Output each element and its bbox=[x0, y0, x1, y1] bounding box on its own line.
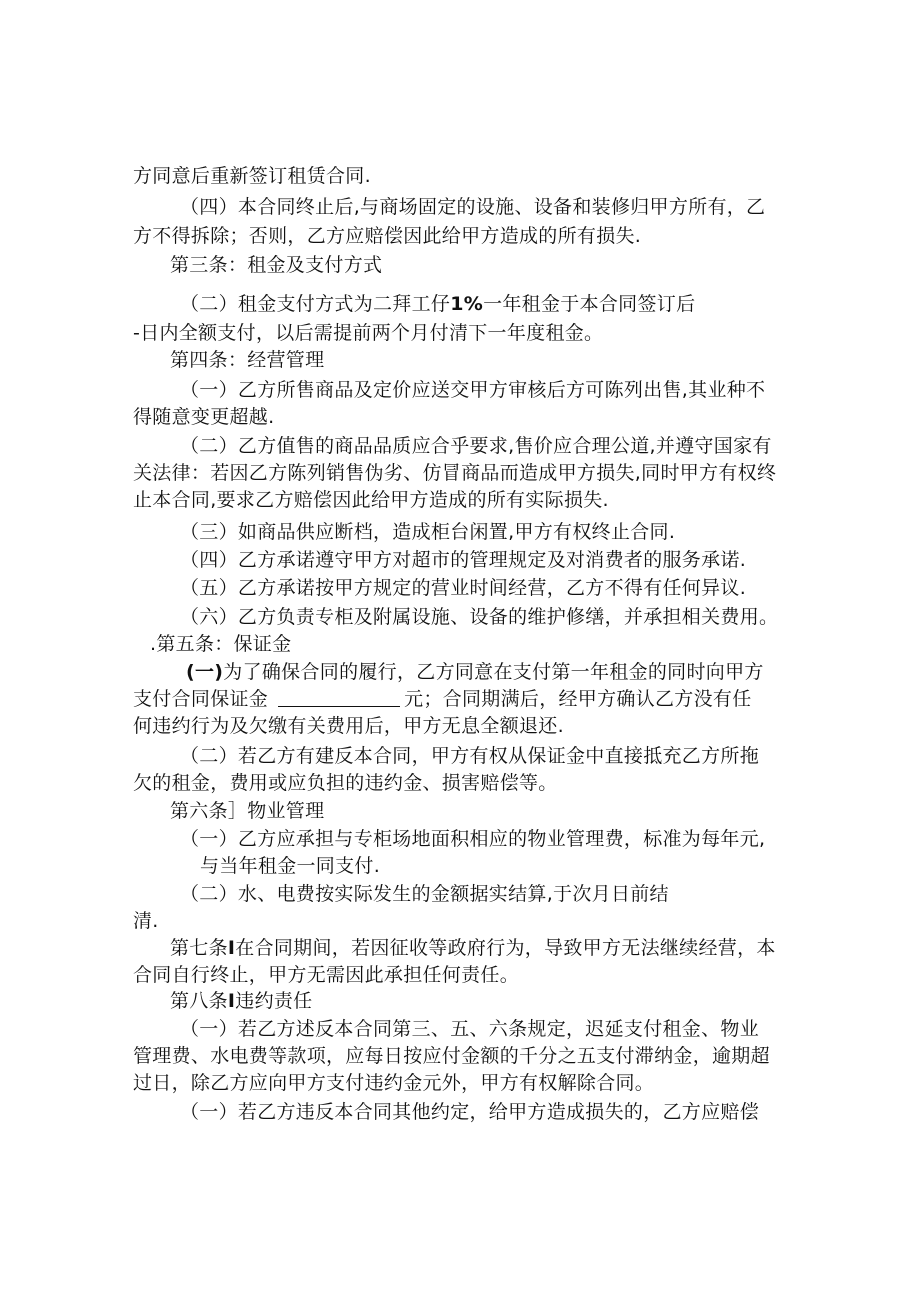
text-line: （四）乙方承诺遵守甲方对超市的管理规定及对消费者的服务承诺. bbox=[180, 549, 747, 571]
section-heading: .第五条：保证金 bbox=[150, 633, 292, 655]
text-fragment: I bbox=[227, 937, 236, 959]
section-heading: 第四条：经营管理 bbox=[170, 349, 325, 371]
text-fragment: 元；合同期满后，经甲方确认乙方没有任 bbox=[404, 688, 752, 710]
text-fragment: 违约责任 bbox=[235, 990, 313, 1012]
text-line bbox=[133, 686, 752, 712]
text-line: （二）乙方值售的商品品质应合乎要求,售价应合理公道,并遵守国家有 bbox=[180, 435, 772, 457]
text-line: -日内全额支付，以后需提前两个月付清下一年度租金。 bbox=[133, 322, 604, 344]
text-line: 得随意变更超越. bbox=[133, 406, 275, 428]
text-fragment: I bbox=[227, 990, 236, 1012]
text-line: 何违约行为及欠缴有关费用后，甲方无息全额退还. bbox=[133, 715, 564, 737]
section-heading: 第六条］物业管理 bbox=[170, 800, 325, 822]
text-line: （二）水、电费按实际发生的金额据实结算,于次月日前结 bbox=[180, 883, 669, 905]
text-line: 合同自行终止，甲方无需因此承担任何责任。 bbox=[133, 964, 520, 986]
text-line: 方不得拆除；否则，乙方应赔偿因此给甲方造成的所有损失. bbox=[133, 225, 642, 247]
text-line: 与当年租金一同支付. bbox=[200, 855, 381, 877]
section-heading bbox=[170, 988, 312, 1014]
text-line: 清. bbox=[133, 910, 159, 932]
text-line: （四）本合同终止后,与商场固定的设施、设备和装修归甲方所有，乙 bbox=[180, 196, 766, 218]
text-line bbox=[180, 291, 695, 317]
section-heading: 第三条：租金及支付方式 bbox=[170, 254, 383, 276]
text-line: 方同意后重新签订租赁合同. bbox=[133, 165, 371, 187]
text-line bbox=[186, 659, 764, 685]
text-line: 关法律：若因乙方陈列销售伪劣、仿冒商品而造成甲方损失,同时甲方有权终 bbox=[133, 462, 777, 484]
text-line: （一）若乙方述反本合同第三、五、六条规定，迟延支付租金、物业 bbox=[180, 1018, 760, 1040]
text-fragment: 1% bbox=[450, 293, 484, 315]
text-fragment: 一年租金于本合同签订后 bbox=[483, 293, 696, 315]
text-fragment: （二）租金支付方式为二拜工仔 bbox=[180, 293, 451, 315]
text-fragment: 第八条 bbox=[170, 990, 228, 1012]
text-line: 管理费、水电费等款项，应每日按应付金额的千分之五支付滞纳金，逾期超 bbox=[133, 1045, 770, 1067]
text-line: （六）乙方负责专柜及附属设施、设备的维护修缮，并承担相关费用。 bbox=[180, 606, 779, 628]
text-line: （一）若乙方违反本合同其他约定，给甲方造成损失的，乙方应赔偿 bbox=[180, 1101, 760, 1123]
text-line: （一）乙方所售商品及定价应送交甲方审核后方可陈列出售,其业种不 bbox=[180, 379, 766, 401]
text-fragment: 支付合同保证金 bbox=[133, 688, 269, 710]
text-line: 欠的租金，费用或应负担的违约金、损害赔偿等。 bbox=[133, 772, 558, 794]
text-fragment: 为了确保合同的履行，乙方同意在支付第一年租金的同时向甲方 bbox=[223, 661, 764, 683]
text-line: （五）乙方承诺按甲方规定的营业时间经营，乙方不得有任何异议. bbox=[180, 577, 747, 599]
text-line: （二）若乙方有建反本合同，甲方有权从保证金中直接抵充乙方所拖 bbox=[180, 745, 760, 767]
text-fragment: (一) bbox=[186, 661, 224, 683]
text-line: 止本合同,要求乙方赔偿因此给甲方造成的所有实际损失. bbox=[133, 489, 609, 511]
text-line bbox=[170, 935, 776, 961]
text-line: （三）如商品供应断档，造成柜台闲置,甲方有权终止合同. bbox=[180, 521, 676, 543]
text-line: （一）乙方应承担与专柜场地面积相应的物业管理费，标准为每年元, bbox=[180, 828, 766, 850]
text-line: 过日，除乙方应向甲方支付违约金元外，甲方有权解除合同。 bbox=[133, 1072, 655, 1094]
text-fragment: 在合同期间，若因征收等政府行为，导致甲方无法继续经营，本 bbox=[235, 937, 776, 959]
text-fragment: 第七条 bbox=[170, 937, 228, 959]
deposit-amount-blank bbox=[278, 688, 400, 707]
